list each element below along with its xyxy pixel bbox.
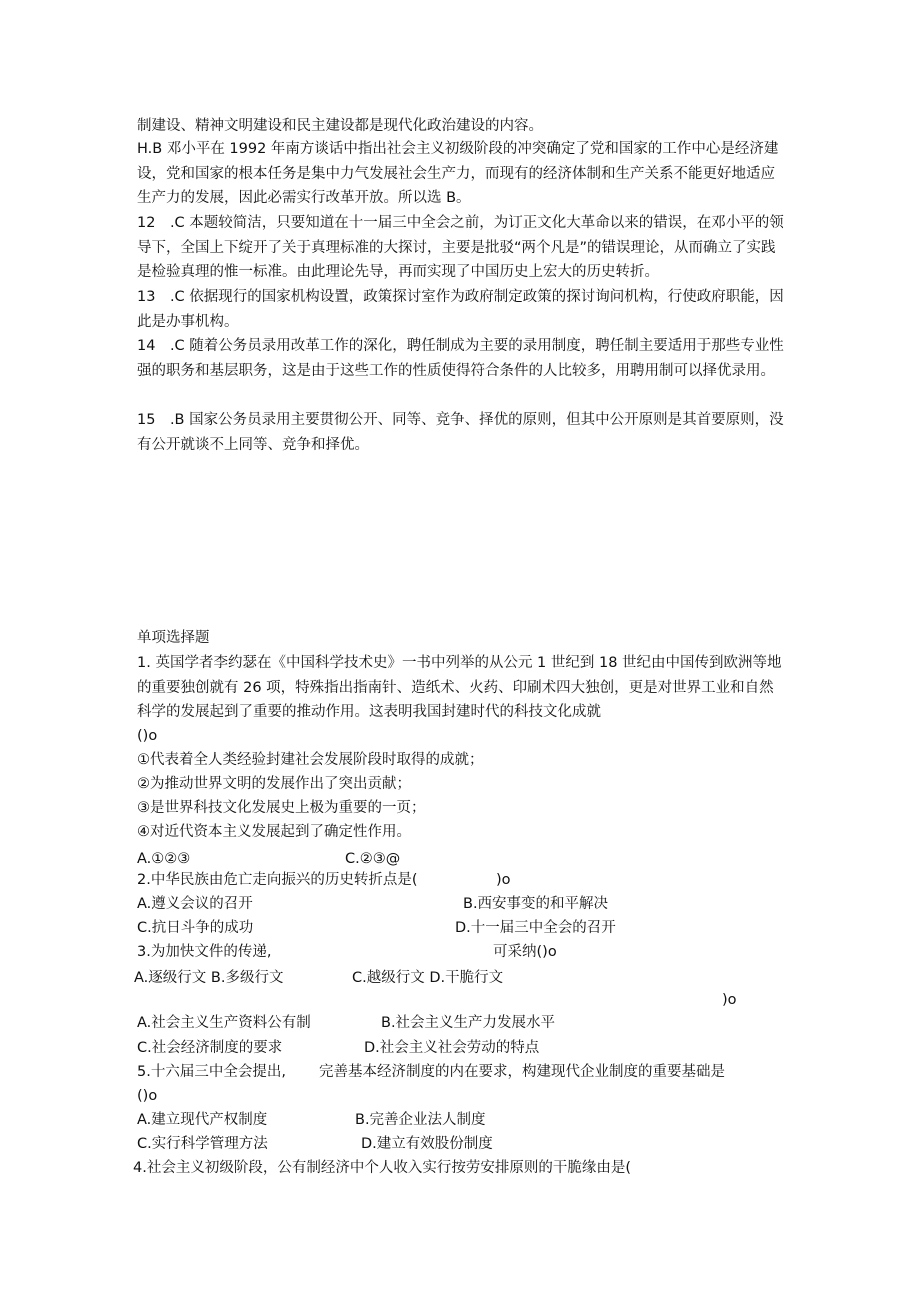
question-5-answer-blank: ()o: [137, 1088, 158, 1104]
question-3-stem-end: 可采纳()o: [493, 944, 557, 960]
question-4-stem: 4.社会主义初级阶段，公有制经济中个人收入实行按劳安排原则的干脆缘由是(: [133, 1160, 631, 1176]
question-4-option-b: B.社会主义生产力发展水平: [381, 1015, 556, 1031]
answer-13-paragraph: 13 .C 依据现行的国家机构设置，政策探讨室作为政府制定政策的探讨询问机构，行使政府职能，因此是办事机构。: [137, 289, 784, 330]
question-1-statement-4: ④对近代资本主义发展起到了确定性作用。: [137, 824, 411, 840]
question-1-stem: 1. 英国学者李约瑟在《中国科学技术史》一书中列举的从公元 1 世纪到 18 世纪由中国传到欧洲等地的重要独创就有 26 项，特殊指出指南针、造纸术、火药、印刷术四大独创，更是对世界工业和自然科学的发展起到了重要的推动作用。这表明我国封建时代的科技文化成就: [137, 655, 782, 720]
question-2-option-b: B.西安事变的和平解决: [463, 896, 609, 912]
question-2-answer-blank: )o: [496, 872, 511, 888]
answer-11-paragraph: H.B 邓小平在 1992 年南方谈话中指出社会主义初级阶段的冲突确定了党和国家的工作中心是经济建设，党和国家的根本任务是集中力气发展社会生产力，而现有的经济体制和生产关系不能更好地适应生产力的发展，因此必需实行改革开放。所以选 B。: [137, 141, 779, 206]
question-5-option-b: B.完善企业法人制度: [355, 1112, 486, 1128]
question-1-statement-1: ①代表着全人类经验封建社会发展阶段时取得的成就；: [137, 752, 484, 768]
question-3-stem: 3.为加快文件的传递,: [137, 944, 272, 960]
answer-text-line: 制建设、精神文明建设和民主建设都是现代化政治建设的内容。: [137, 118, 543, 134]
question-5-option-a: A.建立现代产权制度: [137, 1112, 268, 1128]
question-4-option-c: C.社会经济制度的要求: [137, 1040, 283, 1056]
question-3-options-cd: C.越级行文 D.干脆行文: [352, 970, 504, 986]
question-1-option-a: A.①②③: [137, 851, 191, 867]
question-2-option-a: A.遵义会议的召开: [137, 896, 253, 912]
question-1-answer-blank: ()o: [137, 728, 158, 744]
question-4-answer-blank: )o: [722, 992, 737, 1008]
question-5-option-d: D.建立有效股份制度: [361, 1136, 493, 1152]
answer-12-paragraph: 12 .C 本题较简洁，只要知道在十一届三中全会之前，为订正文化大革命以来的错误，在邓小平的领导下，全国上下绽开了关于真理标准的大探讨，主要是批驳“两个凡是”的错误理论，从而确立了实践是检验真理的惟一标准。由此理论先导，再而实现了中国历史上宏大的历史转折。: [137, 215, 784, 280]
question-5-stem-end: 完善基本经济制度的内在要求，构建现代企业制度的重要基础是: [319, 1064, 725, 1080]
question-1-statement-3: ③是世界科技文化发展史上极为重要的一页；: [137, 800, 426, 816]
question-4-option-a: A.社会主义生产资料公有制: [137, 1015, 311, 1031]
answer-14-paragraph: 14 .C 随着公务员录用改革工作的深化，聘任制成为主要的录用制度，聘任制主要适用于那些专业性强的职务和基层职务，这是由于这些工作的性质使得符合条件的人比较多，用聘用制可以择优录用。: [137, 338, 784, 379]
question-1-statement-2: ②为推动世界文明的发展作出了突出贡献；: [137, 776, 411, 792]
question-2-option-c: C.抗日斗争的成功: [137, 920, 254, 936]
question-5-stem-start: 5.十六届三中全会提出,: [137, 1064, 286, 1080]
question-3-options-ab: A.逐级行文 B.多级行文: [134, 970, 284, 986]
question-5-option-c: C.实行科学管理方法: [137, 1136, 268, 1152]
question-4-option-d: D.社会主义社会劳动的特点: [364, 1040, 540, 1056]
section-title: 单项选择题: [137, 630, 210, 646]
question-1-option-c: C.②③@: [345, 851, 401, 867]
answer-15-paragraph: 15 .B 国家公务员录用主要贯彻公开、同等、竞争、择优的原则，但其中公开原则是其首要原则，没有公开就谈不上同等、竞争和择优。: [137, 412, 784, 453]
question-2-stem: 2.中华民族由危亡走向振兴的历史转折点是(: [137, 872, 418, 888]
question-2-option-d: D.十一届三中全会的召开: [455, 920, 616, 936]
